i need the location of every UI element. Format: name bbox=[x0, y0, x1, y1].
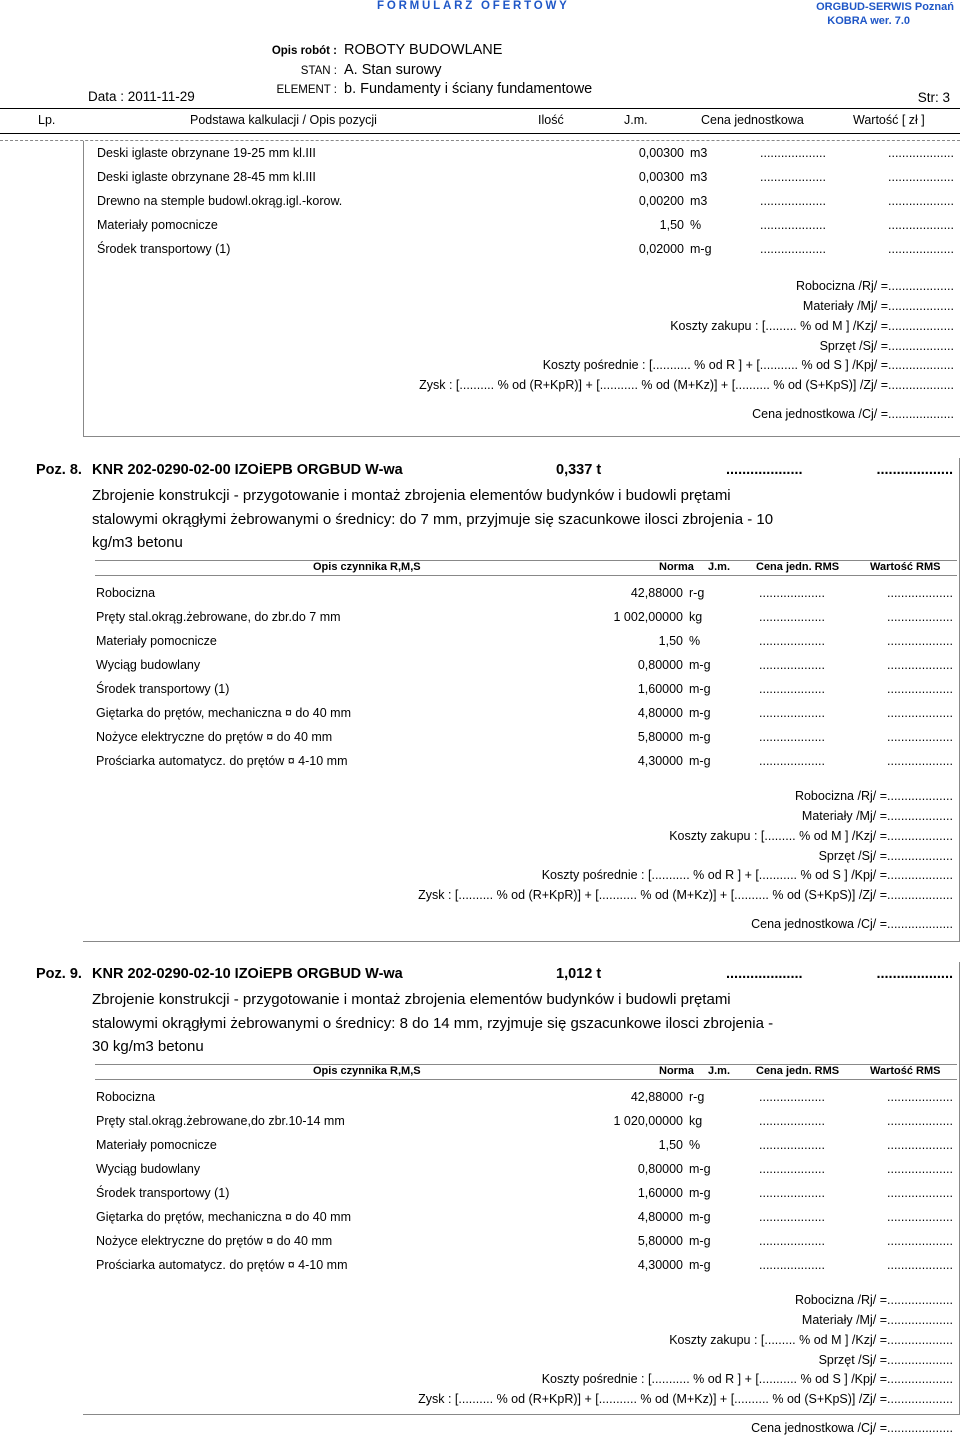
position-number: Poz. 9. bbox=[36, 966, 82, 982]
position-description: Zbrojenie konstrukcji - przygotowanie i montaż zbrojenia elementów budynków i budowli prętami stalowymi okrągłymi żebrowanymi o średnicy: 8 do 14 mm, rzyjmuje się gszacunkowe ilosci zbrojenia - 30 kg/m3 betonu bbox=[92, 991, 774, 1055]
summary-zysk-label: Zysk : [.......... % od (R+KpR)] + [........... % od (M+Kz)] + [.......... % od (S+KpS)] /Zj/ = bbox=[419, 378, 888, 392]
summary-koszty-posrednie-label: Koszty pośrednie : [........... % od R ] + [........... % od S ] /Kpj/ = bbox=[541, 1372, 887, 1386]
summary-robocizna-label: Robocizna /Rj/ = bbox=[794, 1293, 887, 1307]
summary-sprzet-value-placeholder: ................... bbox=[888, 339, 954, 353]
row-unit-price-placeholder: ................... bbox=[759, 1162, 825, 1176]
row-item-name: Materiały pomocnicze bbox=[96, 1138, 217, 1152]
row-item-name: Drewno na stemple budowl.okrąg.igl.-korow. bbox=[97, 194, 343, 208]
summary-materialy bbox=[802, 1313, 953, 1327]
summary-cena-jednostkowa-value-placeholder: ................... bbox=[887, 1421, 953, 1435]
row-item-name: Prościarka automatycz. do prętów ¤ 4-10 mm bbox=[96, 754, 348, 768]
row-item-name: Nożyce elektryczne do prętów ¤ do 40 mm bbox=[96, 1234, 333, 1248]
row-quantity: 42,88000 bbox=[630, 586, 683, 600]
row-unit: r-g bbox=[689, 1090, 705, 1104]
table-row bbox=[83, 1210, 959, 1230]
row-unit: m-g bbox=[689, 1258, 711, 1272]
position-unit-price-placeholder: ................... bbox=[726, 966, 803, 982]
row-item-name: Prościarka automatycz. do prętów ¤ 4-10 mm bbox=[96, 1258, 348, 1272]
row-item-name: Giętarka do prętów, mechaniczna ¤ do 40 mm bbox=[96, 1210, 351, 1224]
summary-materialy-value-placeholder: ................... bbox=[887, 809, 953, 823]
summary-cena-jednostkowa-label: Cena jednostkowa /Cj/ = bbox=[752, 407, 888, 421]
table-row bbox=[84, 242, 960, 262]
col-basis: Podstawa kalkulacji / Opis pozycji bbox=[190, 113, 377, 127]
position-number: Poz. 8. bbox=[36, 462, 82, 478]
table-row bbox=[83, 1186, 959, 1206]
summary-koszty-posrednie-value-placeholder: ................... bbox=[887, 868, 953, 882]
element-label: ELEMENT : bbox=[276, 84, 337, 96]
table-row bbox=[84, 146, 960, 166]
row-quantity: 42,88000 bbox=[630, 1090, 683, 1104]
table-row bbox=[83, 658, 959, 678]
row-value-placeholder: ................... bbox=[887, 1210, 953, 1224]
row-quantity: 1,50 bbox=[658, 634, 683, 648]
row-quantity: 5,80000 bbox=[637, 1234, 683, 1248]
summary-koszty-posrednie-value-placeholder: ................... bbox=[887, 1372, 953, 1386]
row-item-name: Wyciąg budowlany bbox=[96, 1162, 201, 1176]
row-item-name: Materiały pomocnicze bbox=[97, 218, 218, 232]
row-value-placeholder: ................... bbox=[887, 1234, 953, 1248]
row-quantity: 0,00300 bbox=[638, 170, 684, 184]
row-unit-price-placeholder: ................... bbox=[759, 754, 825, 768]
summary-koszty-zakupu-value-placeholder: ................... bbox=[887, 1333, 953, 1347]
row-unit: m3 bbox=[690, 170, 708, 184]
sub-head-cena: Cena jedn. RMS bbox=[756, 1065, 840, 1077]
row-unit-price-placeholder: ................... bbox=[760, 146, 826, 160]
row-item-name: Deski iglaste obrzynane 28-45 mm kl.III bbox=[97, 170, 316, 184]
resource-table-header bbox=[95, 1064, 957, 1080]
row-quantity: 1,60000 bbox=[637, 682, 683, 696]
row-unit-price-placeholder: ................... bbox=[759, 1114, 825, 1128]
row-quantity: 4,30000 bbox=[637, 1258, 683, 1272]
position-main bbox=[83, 962, 960, 1435]
row-unit: m3 bbox=[690, 194, 708, 208]
position-block bbox=[0, 458, 960, 941]
sub-head-wartosc: Wartość RMS bbox=[870, 561, 941, 573]
row-unit-price-placeholder: ................... bbox=[760, 194, 826, 208]
row-item-name: Pręty stal.okrąg.żebrowane,do zbr.10-14 mm bbox=[96, 1114, 345, 1128]
table-row bbox=[83, 1234, 959, 1254]
table-row bbox=[83, 586, 959, 606]
summary-koszty-zakupu-label: Koszty zakupu : [......... % od M ] /Kzj/ = bbox=[669, 1333, 887, 1347]
row-quantity: 1,60000 bbox=[637, 1186, 683, 1200]
header-rule-top bbox=[0, 108, 960, 109]
summary-zysk-value-placeholder: ................... bbox=[887, 1392, 953, 1406]
row-value-placeholder: ................... bbox=[888, 218, 954, 232]
row-value-placeholder: ................... bbox=[887, 1258, 953, 1272]
table-row bbox=[84, 194, 960, 214]
summary-koszty-zakupu-label: Koszty zakupu : [......... % od M ] /Kzj/ = bbox=[669, 829, 887, 843]
row-unit: m-g bbox=[689, 1162, 711, 1176]
row-value-placeholder: ................... bbox=[887, 634, 953, 648]
row-value-placeholder: ................... bbox=[887, 754, 953, 768]
row-unit-price-placeholder: ................... bbox=[759, 1186, 825, 1200]
summary-cena-jednostkowa-value-placeholder: ................... bbox=[888, 407, 954, 421]
row-unit: % bbox=[689, 634, 701, 648]
summary-robocizna-value-placeholder: ................... bbox=[888, 279, 954, 293]
summary-materialy-value-placeholder: ................... bbox=[888, 299, 954, 313]
summary-koszty-zakupu bbox=[669, 1333, 953, 1347]
summary-cena-jednostkowa-value-placeholder: ................... bbox=[887, 917, 953, 931]
row-unit-price-placeholder: ................... bbox=[759, 1258, 825, 1272]
col-qty: Ilość bbox=[538, 113, 564, 127]
row-unit-price-placeholder: ................... bbox=[760, 170, 826, 184]
row-unit-price-placeholder: ................... bbox=[759, 634, 825, 648]
row-unit: m-g bbox=[689, 1186, 711, 1200]
row-unit-price-placeholder: ................... bbox=[759, 1210, 825, 1224]
row-value-placeholder: ................... bbox=[887, 1186, 953, 1200]
document-date: Data : 2011-11-29 bbox=[88, 89, 195, 104]
row-item-name: Środek transportowy (1) bbox=[96, 1186, 230, 1200]
summary-sprzet bbox=[819, 849, 953, 863]
summary-koszty-zakupu-value-placeholder: ................... bbox=[888, 319, 954, 333]
position-value-placeholder: ................... bbox=[876, 966, 953, 982]
table-row bbox=[83, 1258, 959, 1278]
row-unit: kg bbox=[689, 1114, 703, 1128]
row-value-placeholder: ................... bbox=[887, 1138, 953, 1152]
row-unit: m3 bbox=[690, 146, 708, 160]
row-unit: m-g bbox=[689, 1234, 711, 1248]
row-value-placeholder: ................... bbox=[888, 242, 954, 256]
position-number-cell bbox=[0, 458, 83, 941]
row-unit: r-g bbox=[689, 586, 705, 600]
header-rule-bottom bbox=[0, 133, 960, 134]
summary-sprzet-label: Sprzęt /Sj/ = bbox=[819, 339, 888, 353]
summary-koszty-posrednie bbox=[543, 358, 954, 372]
row-quantity: 1,50 bbox=[659, 218, 684, 232]
summary-zysk-label: Zysk : [.......... % od (R+KpR)] + [........... % od (M+Kz)] + [.......... % od (S+KpS)] /Zj/ = bbox=[418, 888, 887, 902]
position-block bbox=[0, 962, 960, 1435]
summary-koszty-zakupu-value-placeholder: ................... bbox=[887, 829, 953, 843]
table-row bbox=[83, 730, 959, 750]
col-value: Wartość [ zł ] bbox=[853, 113, 925, 127]
page-number: Str: 3 bbox=[917, 90, 950, 105]
row-value-placeholder: ................... bbox=[887, 658, 953, 672]
form-title: FORMULARZ OFERTOWY bbox=[377, 0, 570, 12]
position-code: KNR 202-0290-02-00 IZOiEPB ORGBUD W-wa bbox=[92, 462, 403, 478]
table-row bbox=[84, 218, 960, 238]
summary-koszty-zakupu bbox=[669, 829, 953, 843]
row-quantity: 1 020,00000 bbox=[613, 1114, 683, 1128]
row-item-name: Nożyce elektryczne do prętów ¤ do 40 mm bbox=[96, 730, 333, 744]
col-unit: J.m. bbox=[624, 113, 648, 127]
sub-head-opis: Opis czynnika R,M,S bbox=[313, 561, 421, 573]
sub-head-opis: Opis czynnika R,M,S bbox=[313, 1065, 421, 1077]
sub-head-cena: Cena jedn. RMS bbox=[756, 561, 840, 573]
row-item-name: Pręty stal.okrąg.żebrowane, do zbr.do 7 mm bbox=[96, 610, 341, 624]
table-row bbox=[83, 706, 959, 726]
stan-value: A. Stan surowy bbox=[344, 62, 442, 78]
summary-zysk-value-placeholder: ................... bbox=[887, 888, 953, 902]
row-unit: m-g bbox=[689, 1210, 711, 1224]
summary-zysk bbox=[419, 378, 954, 392]
summary-materialy bbox=[802, 809, 953, 823]
continuation-block bbox=[83, 141, 960, 437]
sub-head-norma: Norma bbox=[659, 561, 694, 573]
summary-cena-jednostkowa-label: Cena jednostkowa /Cj/ = bbox=[751, 917, 887, 931]
table-row bbox=[84, 170, 960, 190]
table-row bbox=[83, 1138, 959, 1158]
stan-label: STAN : bbox=[300, 65, 337, 77]
summary-cena-jednostkowa bbox=[751, 917, 953, 931]
row-item-name: Materiały pomocnicze bbox=[96, 634, 217, 648]
row-quantity: 0,00200 bbox=[638, 194, 684, 208]
row-unit: % bbox=[689, 1138, 701, 1152]
row-quantity: 1,50 bbox=[658, 1138, 683, 1152]
col-unit-price: Cena jednostkowa bbox=[701, 113, 804, 127]
summary-robocizna bbox=[795, 789, 953, 803]
position-main bbox=[83, 458, 960, 942]
row-unit: m-g bbox=[689, 658, 711, 672]
row-item-name: Środek transportowy (1) bbox=[97, 242, 231, 256]
summary-koszty-posrednie bbox=[542, 868, 953, 882]
summary-robocizna-label: Robocizna /Rj/ = bbox=[795, 279, 888, 293]
summary-materialy-label: Materiały /Mj/ = bbox=[801, 1313, 887, 1327]
row-value-placeholder: ................... bbox=[887, 1114, 953, 1128]
table-row bbox=[83, 1162, 959, 1182]
sub-head-norma: Norma bbox=[659, 1065, 694, 1077]
row-item-name: Robocizna bbox=[96, 586, 156, 600]
summary-robocizna bbox=[796, 279, 954, 293]
row-value-placeholder: ................... bbox=[887, 586, 953, 600]
element-value: b. Fundamenty i ściany fundamentowe bbox=[344, 81, 593, 97]
summary-koszty-zakupu bbox=[670, 319, 954, 333]
col-lp: Lp. bbox=[38, 113, 56, 127]
row-item-name: Wyciąg budowlany bbox=[96, 658, 201, 672]
summary-koszty-posrednie-label: Koszty pośrednie : [........... % od R ] + [........... % od S ] /Kpj/ = bbox=[541, 868, 887, 882]
row-quantity: 4,80000 bbox=[637, 706, 683, 720]
sub-head-jm: J.m. bbox=[708, 1065, 731, 1077]
row-unit-price-placeholder: ................... bbox=[759, 1090, 825, 1104]
row-unit-price-placeholder: ................... bbox=[759, 682, 825, 696]
table-row bbox=[83, 634, 959, 654]
row-item-name: Środek transportowy (1) bbox=[96, 682, 230, 696]
row-unit-price-placeholder: ................... bbox=[760, 242, 826, 256]
row-unit-price-placeholder: ................... bbox=[759, 1138, 825, 1152]
position-description: Zbrojenie konstrukcji - przygotowanie i montaż zbrojenia elementów budynków i budowli prętami stalowymi okrągłymi żebrowanymi o średnicy: do 7 mm, przyjmuje się szacunkowe ilosci zbrojenia - 10 kg/m3 betonu bbox=[92, 487, 774, 551]
position-code: KNR 202-0290-02-10 IZOiEPB ORGBUD W-wa bbox=[92, 966, 403, 982]
summary-cena-jednostkowa bbox=[752, 407, 954, 421]
row-item-name: Deski iglaste obrzynane 19-25 mm kl.III bbox=[97, 146, 316, 160]
summary-robocizna-label: Robocizna /Rj/ = bbox=[794, 789, 887, 803]
sub-head-jm: J.m. bbox=[708, 561, 731, 573]
row-unit-price-placeholder: ................... bbox=[759, 658, 825, 672]
row-quantity: 0,02000 bbox=[638, 242, 684, 256]
position-number-cell bbox=[0, 962, 83, 1414]
row-unit-price-placeholder: ................... bbox=[760, 218, 826, 232]
table-row bbox=[83, 754, 959, 774]
summary-zysk-value-placeholder: ................... bbox=[888, 378, 954, 392]
row-value-placeholder: ................... bbox=[887, 682, 953, 696]
summary-sprzet-label: Sprzęt /Sj/ = bbox=[818, 849, 887, 863]
summary-materialy bbox=[803, 299, 954, 313]
row-value-placeholder: ................... bbox=[887, 730, 953, 744]
row-unit-price-placeholder: ................... bbox=[759, 586, 825, 600]
summary-koszty-posrednie-label: Koszty pośrednie : [........... % od R ] + [........... % od S ] /Kpj/ = bbox=[542, 358, 888, 372]
row-quantity: 5,80000 bbox=[637, 730, 683, 744]
row-unit: kg bbox=[689, 610, 703, 624]
row-value-placeholder: ................... bbox=[887, 1162, 953, 1176]
row-unit-price-placeholder: ................... bbox=[759, 610, 825, 624]
row-value-placeholder: ................... bbox=[887, 706, 953, 720]
summary-materialy-label: Materiały /Mj/ = bbox=[802, 299, 888, 313]
row-item-name: Robocizna bbox=[96, 1090, 156, 1104]
row-unit-price-placeholder: ................... bbox=[759, 730, 825, 744]
position-quantity: 0,337 t bbox=[556, 462, 602, 478]
summary-materialy-label: Materiały /Mj/ = bbox=[801, 809, 887, 823]
table-row bbox=[83, 1114, 959, 1134]
summary-cena-jednostkowa-label: Cena jednostkowa /Cj/ = bbox=[751, 1421, 887, 1435]
summary-sprzet-label: Sprzęt /Sj/ = bbox=[818, 1353, 887, 1367]
row-unit: m-g bbox=[689, 706, 711, 720]
position-unit-price-placeholder: ................... bbox=[726, 462, 803, 478]
summary-zysk bbox=[418, 888, 953, 902]
row-value-placeholder: ................... bbox=[888, 146, 954, 160]
summary-robocizna bbox=[795, 1293, 953, 1307]
row-unit: m-g bbox=[689, 754, 711, 768]
row-unit-price-placeholder: ................... bbox=[759, 1234, 825, 1248]
row-unit-price-placeholder: ................... bbox=[759, 706, 825, 720]
summary-sprzet-value-placeholder: ................... bbox=[887, 849, 953, 863]
sub-head-wartosc: Wartość RMS bbox=[870, 1065, 941, 1077]
table-row bbox=[83, 1090, 959, 1110]
position-quantity: 1,012 t bbox=[556, 966, 602, 982]
opis-robot-label: Opis robót : bbox=[271, 45, 337, 57]
row-item-name: Giętarka do prętów, mechaniczna ¤ do 40 mm bbox=[96, 706, 351, 720]
summary-sprzet-value-placeholder: ................... bbox=[887, 1353, 953, 1367]
row-quantity: 0,80000 bbox=[637, 1162, 683, 1176]
summary-materialy-value-placeholder: ................... bbox=[887, 1313, 953, 1327]
summary-robocizna-value-placeholder: ................... bbox=[887, 1293, 953, 1307]
summary-zysk bbox=[418, 1392, 953, 1406]
summary-cena-jednostkowa bbox=[751, 1421, 953, 1435]
summary-sprzet bbox=[820, 339, 954, 353]
summary-robocizna-value-placeholder: ................... bbox=[887, 789, 953, 803]
row-value-placeholder: ................... bbox=[887, 610, 953, 624]
row-unit: m-g bbox=[689, 730, 711, 744]
opis-robot-value: ROBOTY BUDOWLANE bbox=[344, 42, 503, 58]
row-value-placeholder: ................... bbox=[888, 194, 954, 208]
summary-zysk-label: Zysk : [.......... % od (R+KpR)] + [........... % od (M+Kz)] + [.......... % od (S+KpS)] /Zj/ = bbox=[418, 1392, 887, 1406]
table-row bbox=[83, 610, 959, 630]
row-value-placeholder: ................... bbox=[887, 1090, 953, 1104]
row-quantity: 1 002,00000 bbox=[613, 610, 683, 624]
resource-table-header bbox=[95, 560, 957, 576]
row-unit: m-g bbox=[690, 242, 712, 256]
row-unit: m-g bbox=[689, 682, 711, 696]
row-quantity: 0,80000 bbox=[637, 658, 683, 672]
table-row bbox=[83, 682, 959, 702]
summary-koszty-posrednie-value-placeholder: ................... bbox=[888, 358, 954, 372]
company-name: ORGBUD-SERWIS Poznań bbox=[816, 1, 954, 13]
row-quantity: 0,00300 bbox=[638, 146, 684, 160]
summary-sprzet bbox=[819, 1353, 953, 1367]
row-unit: % bbox=[690, 218, 702, 232]
row-quantity: 4,30000 bbox=[637, 754, 683, 768]
summary-koszty-posrednie bbox=[542, 1372, 953, 1386]
position-value-placeholder: ................... bbox=[876, 462, 953, 478]
software-version: KOBRA wer. 7.0 bbox=[827, 15, 910, 27]
summary-koszty-zakupu-label: Koszty zakupu : [......... % od M ] /Kzj/ = bbox=[670, 319, 888, 333]
row-value-placeholder: ................... bbox=[888, 170, 954, 184]
row-quantity: 4,80000 bbox=[637, 1210, 683, 1224]
